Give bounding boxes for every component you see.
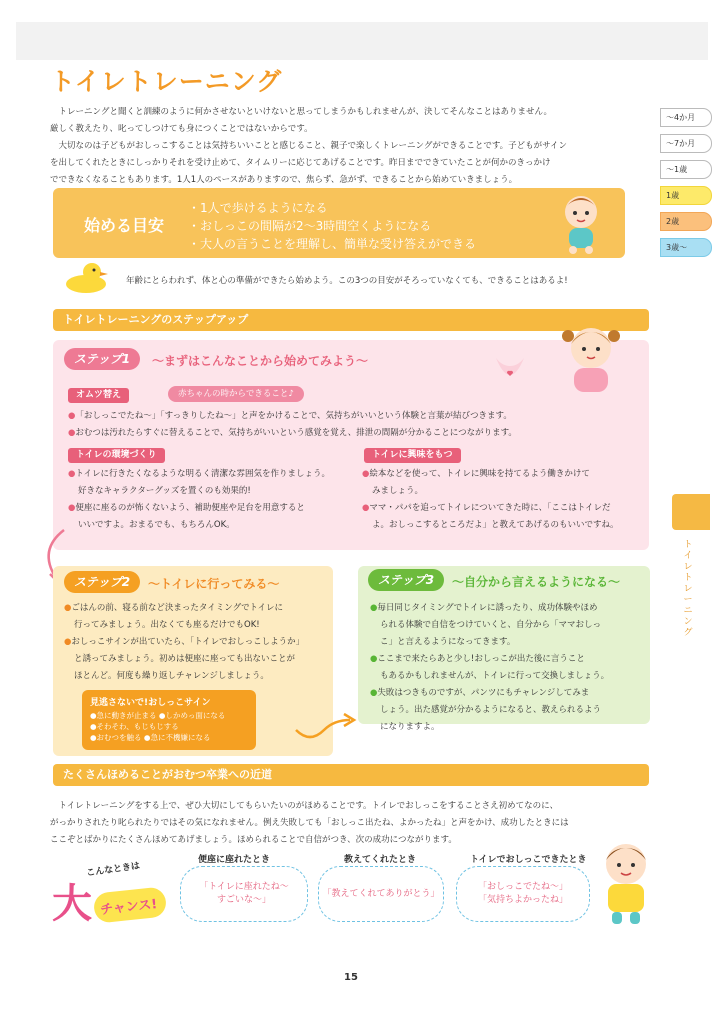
list-item: [64, 617, 328, 634]
bullet-dot: ●: [64, 603, 72, 613]
bullet-text: ここまで来たらあと少し!おしっこが出た後に言うこと: [377, 654, 585, 664]
side-tab-block: [672, 494, 710, 530]
pee-sign-box: [82, 690, 256, 750]
cloud-line: すごいな〜」: [216, 895, 271, 905]
step2-bullets: [64, 600, 328, 685]
list-item: [370, 685, 646, 702]
list-item: [68, 466, 358, 483]
baby-illustration: [556, 192, 606, 254]
bullet-dot: ●: [370, 603, 378, 613]
interest-tag: トイレに興味をもつ: [364, 448, 461, 463]
list-item: [68, 408, 638, 425]
goal-item: ・大人の言うことを理解し、簡単な受け答えができる: [188, 237, 477, 251]
praise-cloud: [180, 866, 308, 922]
age-tab-7m[interactable]: 〜7か月: [660, 134, 712, 153]
boy-illustration: [596, 838, 656, 930]
pee-sign-line: ●おむつを触る ●急に不機嫌になる: [90, 733, 211, 742]
step1-subtitle: 〜まずはこんなことから始めてみよう〜: [152, 354, 369, 368]
cloud-head: 教えてくれたとき: [344, 855, 417, 865]
diaper-tag: オムツ替え: [68, 388, 129, 403]
praise-text: [50, 798, 650, 849]
bullet-text: 毎日同じタイミングでトイレに誘ったり、成功体験やほめ: [377, 603, 598, 613]
list-item: [370, 719, 646, 736]
goal-item: ・おしっこの間隔が2〜3時間空くようになる: [188, 219, 432, 233]
bullet-dot: ●: [370, 688, 378, 698]
praise-line: がっかりされたり叱られたりではその気になれません。例え失敗しても「おしっこ出たね、よかったね」と声をかけ、成功したときには: [50, 818, 569, 828]
age-tab-3y[interactable]: 3歳〜: [660, 238, 712, 257]
praise-line: トイレトレーニングをする上で、ぜひ大切にしてもらいたいのがほめることです。トイレでおしっこをすることさえ初めてなのに、: [58, 801, 559, 811]
age-tab-1y-under[interactable]: 〜1歳: [660, 160, 712, 179]
intro-text: [50, 104, 650, 189]
step2-pill: ステップ2: [64, 571, 140, 593]
bullet-dot: ●: [68, 428, 76, 438]
step3-subtitle: 〜自分から言えるようになる〜: [452, 575, 621, 589]
intro-line: 大切なのは子どもがおしっこすることは気持ちいいことと感じること、親子で楽しくトレーニングができることです。子どもがサイン: [58, 141, 568, 151]
list-item: [68, 500, 358, 517]
step3-bullets: [370, 600, 646, 736]
bullet-text: 好きなキャラクターグッズを置くのも効果的!: [78, 486, 251, 496]
step3-pill: ステップ3: [368, 569, 444, 591]
step2-subtitle: 〜トイレに行ってみる〜: [148, 577, 280, 591]
page-title: トイレトレーニング: [50, 67, 283, 96]
bullet-text: いいですよ。おまるでも、もちろんOK。: [78, 520, 235, 530]
bullet-dot: ●: [68, 503, 76, 513]
list-item: [64, 634, 328, 651]
intro-line: を出してくれたときにしっかりそれを受け止めて、タイムリーに応じてあげることです。昨日までできていたことが何かのきっかけ: [50, 158, 551, 168]
bullet-text: トイレに行きたくなるような明るく清潔な雰囲気を作りましょう。: [75, 469, 331, 479]
bullet-text: よ。おしっこするところだよ」と教えてあげるのもいいですね。: [372, 520, 619, 530]
list-item: [362, 466, 644, 483]
praise-heading: たくさんほめることがおむつ卒業への近道: [53, 764, 649, 786]
chance-small: こんなときは: [85, 861, 141, 879]
duck-icon: [62, 258, 112, 294]
list-item: [64, 668, 328, 685]
bullet-text: もあるかもしれませんが、トイレに行って交換しましょう。: [380, 671, 610, 681]
bullet-text: になりますよ。: [380, 722, 440, 732]
age-tab-2y[interactable]: 2歳: [660, 212, 712, 231]
stepup-heading: トイレトレーニングのステップアップ: [53, 309, 649, 331]
bullet-dot: ●: [362, 503, 370, 513]
list-item: [64, 651, 328, 668]
bullet-text: ママ・パパを追ってトイレについてきた時に、「ここはトイレだ: [369, 503, 611, 513]
bullet-text: ほとんど。何度も繰り返しチャレンジしましょう。: [74, 671, 269, 681]
diaper-bullets: [68, 408, 638, 442]
list-item: [370, 617, 646, 634]
bullet-text: 失敗はつきものですが、パンツにもチャレンジしてみま: [377, 688, 590, 698]
list-item: [370, 600, 646, 617]
list-item: [370, 702, 646, 719]
chance-big: 大: [52, 881, 92, 927]
list-item: [370, 668, 646, 685]
interest-bullets: [362, 466, 644, 534]
bullet-text: られる体験で自信をつけていくと、自分から「ママおしっ: [380, 620, 602, 630]
list-item: [362, 517, 644, 534]
list-item: [370, 634, 646, 651]
praise-cloud: [318, 866, 444, 922]
bullet-text: おむつは汚れたらすぐに替えることで、気持ちがいいという感覚を覚え、排泄の間隔が分かることにつながります。: [75, 428, 517, 438]
bullet-dot: ●: [362, 469, 370, 479]
praise-line: ここぞとばかりにたくさんほめてあげましょう。ほめられることで自信がつき、次の成功につながります。: [50, 835, 457, 845]
header-bar: [16, 22, 708, 60]
bullet-dot: ●: [68, 469, 76, 479]
cloud-line: 「トイレに座れたね〜: [199, 882, 289, 892]
pee-sign-line: ●そわそわ、もじもじする: [90, 722, 179, 731]
age-tabs: [660, 108, 712, 264]
list-item: [68, 425, 638, 442]
bullet-dot: ●: [64, 637, 72, 647]
bullet-dot: ●: [370, 654, 378, 664]
goal-list: [188, 199, 476, 253]
side-label: トイレトレーニング: [683, 540, 693, 638]
cloud-head: 便座に座れたとき: [198, 855, 271, 865]
bullet-text: みましょう。: [372, 486, 424, 496]
bib-icon: [492, 352, 528, 392]
bullet-text: ごはんの前、寝る前など決まったタイミングでトイレに: [71, 603, 283, 613]
goal-label: 始める目安: [84, 216, 165, 235]
cloud-head: トイレでおしっこできたとき: [470, 855, 587, 865]
page-number: 15: [344, 972, 358, 983]
praise-cloud: [456, 866, 590, 922]
cloud-line: 「気持ちよかったね」: [477, 895, 568, 905]
cloud-line: 「おしっこでたね〜」: [477, 882, 568, 892]
intro-line: トレーニングと聞くと訓練のように何かさせないといけないと思ってしまうかもしれませんが、決してそんなことはありません。: [58, 107, 553, 117]
bullet-text: 絵本などを使って、トイレに興味を持てるよう働きかけて: [369, 469, 590, 479]
age-tab-4m[interactable]: 〜4か月: [660, 108, 712, 127]
girl-illustration: [556, 318, 626, 400]
pee-sign-title: 見逃さないで!おしっこサイン: [90, 698, 211, 708]
bullet-text: こ」と言えるようになってきます。: [380, 637, 516, 647]
env-bullets: [68, 466, 358, 534]
intro-line: 厳しく教えたり、叱ってしつけても身につくことではないからです。: [50, 124, 313, 134]
list-item: [64, 600, 328, 617]
list-item: [68, 517, 358, 534]
pee-sign-line: ●急に動きが止まる ●しかめっ面になる: [90, 711, 226, 720]
bullet-text: 行ってみましょう。出なくても座るだけでもOK!: [74, 620, 260, 630]
bullet-text: おしっこサインが出ていたら、「トイレでおしっこしようか」: [71, 637, 305, 647]
list-item: [68, 483, 358, 500]
bullet-text: と誘ってみましょう。初めは便座に座っても出ないことが: [74, 654, 296, 664]
intro-line: でできなくなることもあります。1人1人のペースがありますので、焦らず、急がず、できることから始めていきましょう。: [50, 175, 518, 185]
goal-item: ・1人で歩けるようになる: [188, 201, 328, 215]
cloud-line: 「教えてくれてありがとう」: [322, 888, 440, 899]
env-tag: トイレの環境づくり: [68, 448, 165, 463]
goal-note: 年齢にとらわれず、体と心の準備ができたら始めよう。この3つの目安がそろっていなくても、できることはあるよ!: [126, 276, 568, 286]
bullet-text: 「おしっこでたね〜」「すっきりしたね〜」と声をかけることで、気持ちがいいという体験と言葉が結びつきます。: [75, 411, 512, 421]
age-tab-1y[interactable]: 1歳: [660, 186, 712, 205]
bullet-text: 便座に座るのが怖くないよう、補助便座や足台を用意すると: [75, 503, 305, 513]
chance-word: チャンス!: [99, 897, 158, 918]
list-item: [370, 651, 646, 668]
diaper-bubble: 赤ちゃんの時からできること♪: [168, 386, 304, 402]
bullet-dot: ●: [68, 411, 76, 421]
bullet-text: しょう。出た感覚が分かるようになると、教えられるよう: [380, 705, 602, 715]
list-item: [362, 483, 644, 500]
step1-pill: ステップ1: [64, 348, 140, 370]
list-item: [362, 500, 644, 517]
